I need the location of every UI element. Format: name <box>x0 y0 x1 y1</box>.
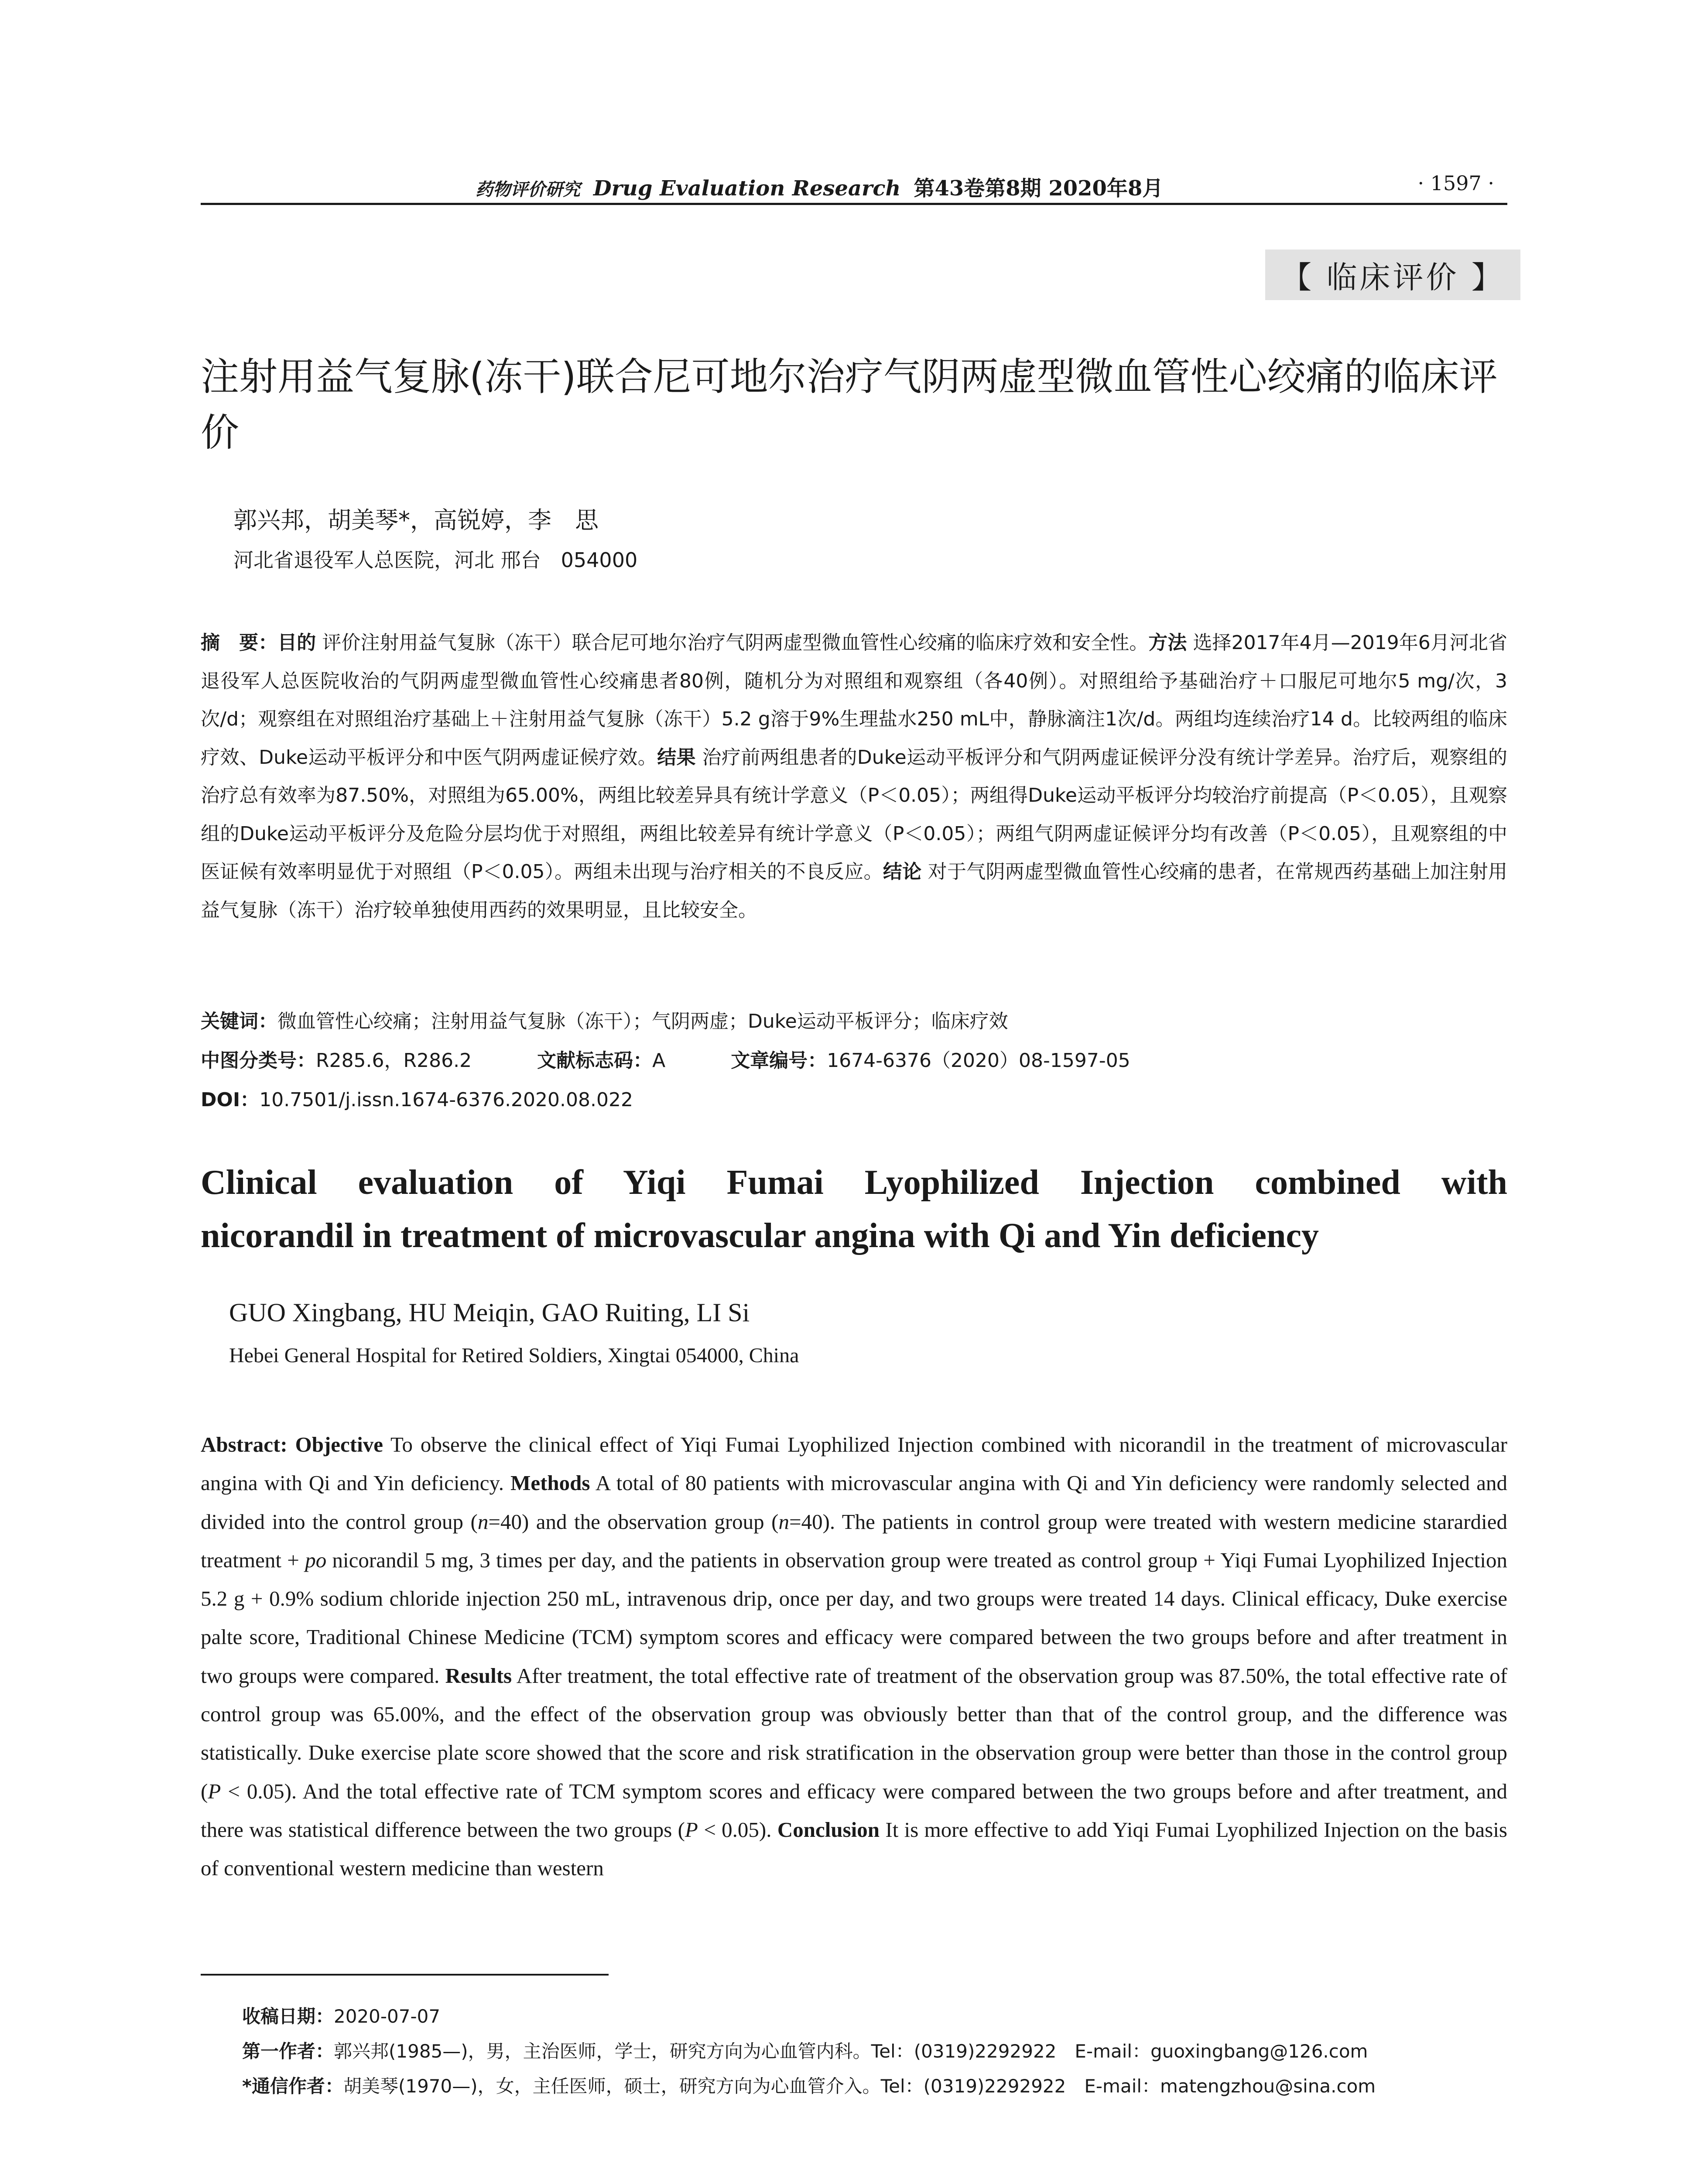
p-symbol: P <box>208 1779 221 1803</box>
doi-label: DOI： <box>201 1089 260 1111</box>
results-text-cn: 治疗前两组患者的Duke运动平板评分和气阴两虚证候评分没有统计学差异。治疗后，观察组的治疗总有效率为87.50%，对照组为65.00%，两组比较差异具有统计学意义（P＜0.05）；两组得Duke运动平板评分均较治疗前提高（P＜0.05），且观察组的Duke运动平板评分及危险分层均优于对照组，两组比较差异有统计学意义（P＜0.05）；两组气阴两虚证候评分均有改善（P＜0.05），且观察组的中医证候有效率明显优于对照组（P＜0.05）。两组未出现与治疗相关的不良反应。 <box>201 746 1507 883</box>
keywords-cn <box>201 1005 1008 1033</box>
methods-text-cn: 选择2017年4月—2019年6月河北省退役军人总医院收治的气阴两虚型微血管性心绞痛患者80例，随机分为对照组和观察组（各40例）。对照组给予基础治疗＋口服尼可地尔5 mg/次，3次/d；观察组在对照组治疗基础上＋注射用益气复脉（冻干）5.2 g溶于9%生理盐水250 mL中，静脉滴注1次/d。两组均连续治疗14 d。比较两组的临床疗效、Duke运动平板评分和中医气阴两虚证候疗效。 <box>201 632 1507 769</box>
article-number-label: 文章编号： <box>731 1049 827 1072</box>
footnote-corresponding-author <box>242 2072 1376 2098</box>
doi-value: 10.7501/j.issn.1674-6376.2020.08.022 <box>259 1089 633 1111</box>
first-author-info: 郭兴邦(1985—)，男，主治医师，学士，研究方向为心血管内科。Tel：(0319)2292922 E-mail：guoxingbang@126.com <box>334 2041 1368 2062</box>
footnote-divider <box>201 1974 609 1976</box>
footnote-first-author <box>242 2037 1368 2063</box>
page-number: · 1597 · <box>1417 171 1494 195</box>
methods-text-en-2: =40) and the observation group ( <box>488 1509 779 1534</box>
results-text-en-2: < 0.05). And the total effective rate of TCM symptom scores and efficacy were compared between the two groups before and after treatment, and there was statistical difference between the two groups ( <box>201 1779 1507 1842</box>
article-number-value: 1674-6376（2020）08-1597-05 <box>827 1049 1130 1072</box>
section-tag: 【 临床评价 】 <box>1265 250 1520 300</box>
conclusion-label-cn: 结论 <box>883 861 922 883</box>
keywords-value: 微血管性心绞痛；注射用益气复脉（冻干）；气阴两虚；Duke运动平板评分；临床疗效 <box>277 1010 1008 1032</box>
methods-text-en-3: =40). The patients in control group were treated with western medicine starardied treatment + <box>201 1509 1507 1572</box>
conclusion-text-en: It is more effective to add Yiqi Fumai Lyophilized Injection on the basis of conventional western medicine than western <box>201 1817 1508 1880</box>
affiliation-cn: 河北省退役军人总医院，河北 邢台 054000 <box>233 548 638 572</box>
corresponding-author-label: *通信作者： <box>242 2075 343 2097</box>
classification-line <box>201 1045 1130 1073</box>
title-en-line-2: nicorandil in treatment of microvascular angina with Qi and Yin deficiency <box>201 1217 1319 1255</box>
results-label-en: Results <box>445 1663 512 1688</box>
doc-code-label: 文献标志码： <box>537 1049 653 1072</box>
authors-en: GUO Xingbang, HU Meiqin, GAO Ruiting, LI Si <box>229 1298 750 1327</box>
affiliation-en: Hebei General Hospital for Retired Soldiers, Xingtai 054000, China <box>229 1344 799 1367</box>
conclusion-text-cn: 对于气阴两虚型微血管性心绞痛的患者，在常规西药基础上加注射用益气复脉（冻干）治疗较单独使用西药的效果明显，且比较安全。 <box>201 861 1508 921</box>
authors-cn: 郭兴邦，胡美琴*，高锐婷，李 思 <box>233 506 599 534</box>
doc-code-value: A <box>652 1049 666 1072</box>
corresponding-author-info: 胡美琴(1970—)，女，主任医师，硕士，研究方向为心血管介入。Tel：(0319)2292922 E-mail：matengzhou@sina.com <box>343 2075 1376 2097</box>
footnote-received <box>242 2002 440 2028</box>
received-label: 收稿日期： <box>242 2006 334 2027</box>
p-symbol: P <box>685 1817 698 1842</box>
abstract-en-label: Abstract: Objective <box>201 1432 383 1456</box>
header-divider <box>201 203 1507 205</box>
abstract-cn <box>201 624 1507 929</box>
abstract-cn-label: 摘 要： <box>201 632 278 654</box>
journal-name: Drug Evaluation Research <box>593 176 901 201</box>
first-author-label: 第一作者： <box>242 2041 334 2062</box>
objective-text-en: To observe the clinical effect of Yiqi Fumai Lyophilized Injection combined with nicorandil in the treatment of microvascular angina with Qi and Yin deficiency. <box>201 1432 1508 1495</box>
n-symbol: n <box>778 1509 789 1534</box>
methods-label-en: Methods <box>510 1471 590 1495</box>
title-en-line-1: Clinical evaluation of Yiqi Fumai Lyophilized Injection combined with <box>201 1163 1507 1202</box>
po-abbrev: po <box>305 1548 327 1572</box>
methods-text-en-4: nicorandil 5 mg, 3 times per day, and the patients in observation group were treated as control group + Yiqi Fumai Lyophilized Injection 5.2 g + 0.9% sodium chloride injection 250 mL, intravenous drip, once per day, and two groups were treated 14 days. Clinical efficacy, Duke exercise palte score, Traditional Chinese Medicine (TCM) symptom scores and efficacy were compared between the two groups before and after treatment in two groups were compared. <box>201 1548 1508 1688</box>
conclusion-label-en: Conclusion <box>777 1817 880 1842</box>
objective-text-cn: 评价注射用益气复脉（冻干）联合尼可地尔治疗气阴两虚型微血管性心绞痛的临床疗效和安全性。 <box>322 632 1149 654</box>
article-title-cn: 注射用益气复脉(冻干)联合尼可地尔治疗气阴两虚型微血管性心绞痛的临床评价 <box>201 354 1498 455</box>
keywords-label: 关键词： <box>201 1010 277 1032</box>
methods-label-cn: 方法 <box>1148 632 1187 654</box>
journal-issue: 第43卷第8期 2020年8月 <box>914 176 1164 201</box>
doi-line <box>201 1084 633 1112</box>
journal-logo: 药物评价研究 <box>476 179 580 200</box>
results-text-en-1: After treatment, the total effective rate of treatment of the observation group was 87.50%, the total effective rate of control group was 65.00%, and the effect of the observation group was obviously better than that of the control group, and the difference was statistically. Duke exercise plate score showed that the score and risk stratification in the observation group were better than those in the control group ( <box>201 1663 1508 1803</box>
clc-value: R285.6，R286.2 <box>316 1049 472 1072</box>
n-symbol: n <box>477 1509 489 1534</box>
results-label-cn: 结果 <box>657 746 696 769</box>
abstract-en <box>201 1426 1507 1888</box>
methods-text-en-1: A total of 80 patients with microvascular angina with Qi and Yin deficiency were randomly selected and divided into the control group ( <box>201 1471 1507 1534</box>
clc-label: 中图分类号： <box>201 1049 316 1072</box>
article-title-en <box>201 1156 1507 1262</box>
objective-label-cn: 目的 <box>277 632 316 654</box>
running-header <box>476 171 1164 201</box>
results-text-en-3: < 0.05). <box>698 1817 777 1842</box>
received-date: 2020-07-07 <box>334 2006 441 2027</box>
